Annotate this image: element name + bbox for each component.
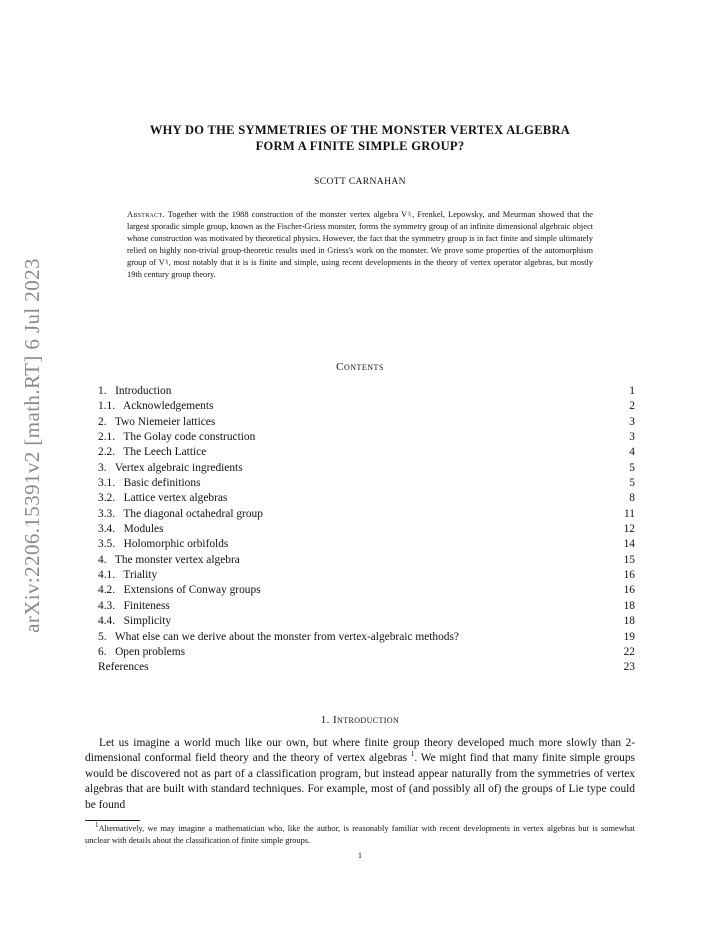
toc-entry-label: 3.1. Basic definitions (98, 477, 201, 490)
toc-entry-page: 16 (623, 569, 635, 582)
toc-entry[interactable] (98, 537, 635, 552)
toc-entry[interactable] (98, 553, 635, 568)
toc-entry-page: 16 (623, 584, 635, 597)
intro-paragraph-text: Let us imagine a world much like our own, but where finite group theory developed much more slowly than 2-dimensional conformal field theory and the theory of vertex algebras (85, 737, 635, 765)
toc-entry[interactable] (98, 430, 635, 445)
toc-entry-label: 3.2. Lattice vertex algebras (98, 492, 228, 505)
toc-entry-page: 5 (629, 477, 635, 490)
toc-entry-page: 1 (629, 385, 635, 397)
toc-entry[interactable] (98, 476, 635, 491)
toc-entry[interactable] (98, 583, 635, 598)
toc-entry-label: 1. Introduction (98, 385, 172, 397)
toc-entry-label: 4.4. Simplicity (98, 615, 172, 628)
toc-entry[interactable] (98, 399, 635, 414)
table-of-contents (98, 384, 635, 676)
footnote-text: Alternatively, we may imagine a mathematician who, like the author, is reasonably familiar with recent developments in vertex algebras but is somewhat unclear with details about the classification of finite simple groups. (85, 824, 635, 845)
toc-entry[interactable] (98, 445, 635, 460)
toc-entry-label: 3.4. Modules (98, 523, 164, 536)
toc-entry-page: 15 (623, 553, 635, 566)
toc-entry[interactable] (98, 507, 635, 522)
toc-entry-page: 23 (623, 661, 635, 674)
toc-entry[interactable] (98, 660, 635, 675)
toc-entry-label: 4. The monster vertex algebra (98, 553, 240, 566)
toc-entry-page: 2 (629, 400, 635, 413)
arxiv-identifier-text: arXiv:2206.15391v2 [math.RT] 6 Jul 2023 (19, 257, 44, 633)
toc-entry-label: 3.3. The diagonal octahedral group (98, 507, 263, 520)
toc-entry-page: 18 (623, 615, 635, 628)
toc-entry[interactable] (98, 384, 635, 399)
toc-entry-page: 11 (624, 507, 635, 520)
section-number: 1. (320, 714, 330, 726)
toc-entry-label: 4.2. Extensions of Conway groups (98, 584, 261, 597)
toc-entry-page: 19 (623, 630, 635, 643)
toc-entry-label: 2. Two Niemeier lattices (98, 415, 216, 428)
toc-entry-label: References (98, 661, 149, 674)
intro-paragraph (85, 736, 635, 813)
toc-entry-label: 1.1. Acknowledgements (98, 400, 214, 413)
footnote-mark: 1 (95, 821, 99, 830)
toc-entry-label: 3.5. Holomorphic orbifolds (98, 538, 229, 551)
author-name: SCOTT CARNAHAN (314, 177, 406, 187)
toc-entry-page: 18 (623, 599, 635, 612)
toc-entry[interactable] (98, 614, 635, 629)
footnote-rule (85, 820, 140, 821)
toc-entry-label: 4.3. Finiteness (98, 599, 170, 612)
page-number: 1 (357, 851, 363, 860)
toc-entry-page: 8 (629, 492, 635, 505)
contents-heading: Contents (336, 361, 384, 373)
abstract-label: Abstract. (127, 210, 165, 219)
toc-entry[interactable] (98, 568, 635, 583)
toc-entry-page: 22 (623, 645, 635, 658)
toc-entry-label: 2.2. The Leech Lattice (98, 446, 207, 459)
toc-entry-page: 3 (629, 431, 635, 444)
toc-entry-label: 5. What else can we derive about the monster from vertex-algebraic methods? (98, 630, 459, 643)
footnote-reference: 1 (410, 750, 415, 759)
title-line-2: FORM A FINITE SIMPLE GROUP? (255, 139, 465, 153)
toc-entry-label: 3. Vertex algebraic ingredients (98, 461, 243, 474)
arxiv-identifier (2, 250, 62, 640)
section-title: Introduction (332, 714, 400, 726)
toc-entry[interactable] (98, 599, 635, 614)
toc-entry-label: 2.1. The Golay code construction (98, 431, 256, 444)
title-line-1: WHY DO THE SYMMETRIES OF THE MONSTER VERTEX ALGEBRA (149, 123, 571, 137)
abstract-text: Together with the 1988 construction of the monster vertex algebra V♮, Frenkel, Lepowsky, and Meurman showed that the largest sporadic simple group, known as the Fischer-Griess monster, forms the symmetry group of an infinite dimensional algebraic object whose construction was motivated by theoretical physics. However, the fact that the symmetry group is in fact finite and simple ultimately relied on highly non-trivial group-theoretic results used in Griess's work on the monster. We prove some properties of the automorphism group of V♮, most notably that it is is finite and simple, using recent developments in the theory of vertex operator algebras, but mostly 19th century group theory. (127, 210, 593, 279)
intro-paragraph-continued: . We might find that many finite simple groups would be discovered not as part of a classification program, but instead appear naturally from the symmetries of vertex algebras that are built with standard techniques. For example, most of (and possibly all of) the groups of Lie type could be found (85, 752, 635, 811)
toc-entry-page: 3 (629, 415, 635, 428)
toc-entry[interactable] (98, 522, 635, 537)
paper-title (90, 122, 630, 154)
toc-entry-page: 12 (623, 523, 635, 536)
toc-entry[interactable] (98, 645, 635, 660)
toc-entry-label: 6. Open problems (98, 645, 185, 658)
footnote (85, 823, 635, 847)
toc-entry-page: 5 (629, 461, 635, 474)
toc-entry-page: 14 (623, 538, 635, 551)
toc-entry[interactable] (98, 491, 635, 506)
toc-entry[interactable] (98, 461, 635, 476)
toc-entry-page: 4 (629, 446, 635, 459)
abstract (127, 209, 593, 280)
toc-entry[interactable] (98, 415, 635, 430)
section-heading (90, 714, 630, 726)
toc-entry-label: 4.1. Triality (98, 569, 158, 582)
toc-entry[interactable] (98, 630, 635, 645)
